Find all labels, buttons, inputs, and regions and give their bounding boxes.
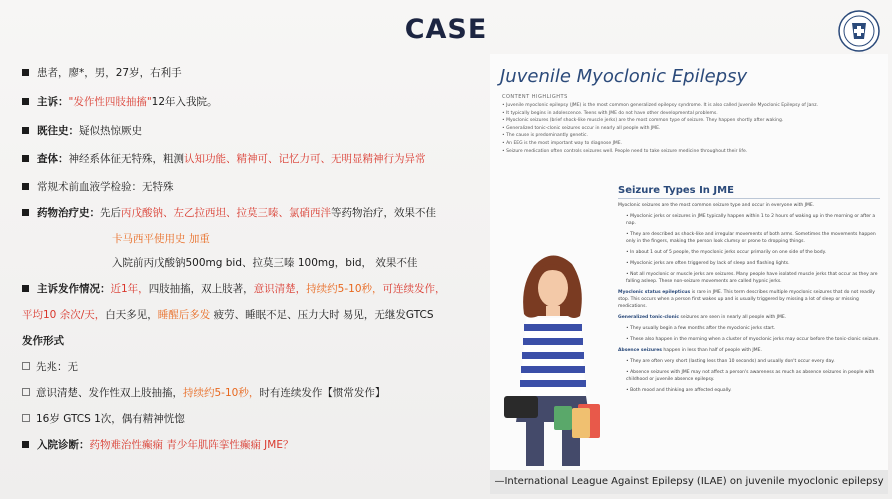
bullet-icon <box>22 183 29 190</box>
hospital-logo-icon <box>838 10 880 52</box>
seizure-form-heading: 发作形式 <box>22 335 64 347</box>
jme-title: Juvenile Myoclonic Epilepsy <box>500 66 748 87</box>
highlight-item: • Myoclonic seizures (brief shock-like muscle jerks) are the most common type of seizure. They happen shortly after waking. <box>502 117 886 125</box>
highlights-list <box>502 102 886 155</box>
highlights-heading: CONTENT HIGHLIGHTS <box>502 94 568 100</box>
drug-history-line: 药物治疗史：先后丙戊酸钠、左乙拉西坦、拉莫三嗪、氯硝西泮等药物治疗，效果不佳 <box>22 206 436 220</box>
slide-title: CASE <box>404 14 488 45</box>
history-line: 既往史：疑似热惊厥史 <box>22 124 142 138</box>
seizure-frequency-line: 平均10 余次/天，白天多见，睡醒后多发 疲劳、睡眠不足、压力大时 易见，无继发GTCS <box>22 309 434 321</box>
seizure-types-body <box>618 202 880 398</box>
seizure-point: • Myoclonic jerks or seizures in JME typically happen within 1 to 2 hours of waking up in the morning or after a nap. <box>618 213 880 227</box>
section-divider <box>618 198 880 199</box>
chief-complaint-line: 主诉："发作性四肢抽搐"12年入我院。 <box>22 95 218 109</box>
bullet-icon <box>22 155 29 162</box>
aura-line: 先兆：无 <box>22 360 78 374</box>
small-bullet-icon <box>22 362 30 370</box>
gtc-paragraph: Generalized tonic-clonic seizures are seen in nearly all people with JME. <box>618 315 787 320</box>
bullet-icon <box>22 98 29 105</box>
gtc-point: • They usually begin a few months after the myoclonic jerks start. <box>618 325 880 332</box>
highlight-item: • It typically begins in adolescence. Teens with JME do not have other developmental problems. <box>502 110 886 118</box>
exam-line: 查体：神经系体征无特殊，粗测认知功能、精神可、记忆力可、无明显精神行为异常 <box>22 152 426 166</box>
bullet-icon <box>22 69 29 76</box>
girl-illustration <box>494 246 612 476</box>
highlight-item: • Juvenile myoclonic epilepsy (JME) is the most common generalized epilepsy syndrome. It is also called Juvenile Myoclonic Epilepsy of Janz. <box>502 102 886 110</box>
gtcs-line: 16岁 GTCS 1次，偶有精神恍惚 <box>22 412 185 426</box>
seizure-point: • Myoclonic jerks are often triggered by lack of sleep and flashing lights. <box>618 260 880 267</box>
seizure-point: • Not all myoclonic or muscle jerks are seizures. Many people have isolated muscle jerks that occur as they are falling asleep. These non-seizure movements are called hypnic jerks. <box>618 271 880 285</box>
small-bullet-icon <box>22 414 30 422</box>
seizure-types-heading: Seizure Types In JME <box>618 185 734 196</box>
absence-point: • Absence seizures with JME may not affect a person's awareness as much as absence seizures in people with childhood or juvenile absence epilepsy. <box>618 369 880 383</box>
patient-line: 患者，廖*，男，27岁，右利手 <box>22 66 182 80</box>
bullet-icon <box>22 127 29 134</box>
seizure-point: • They are described as shock-like and irregular movements of both arms. Sometimes the movements happen only in the fingers, making the person look clumsy or prone to dropping things. <box>618 231 880 245</box>
highlight-item: • Seizure medication often controls seizures well. People need to take seizure medicine throughout their life. <box>502 148 886 156</box>
diagnosis-line: 入院诊断：药物难治性癫痫 青少年肌阵挛性癫痫 JME？ <box>22 438 293 452</box>
seizure-intro: Myoclonic seizures are the most common seizure type and occur in everyone with JME. <box>618 203 815 208</box>
highlight-item: • The cause is predominantly genetic. <box>502 132 886 140</box>
small-bullet-icon <box>22 388 30 396</box>
jme-reference-panel <box>490 54 888 494</box>
admission-drug-line: 入院前丙戊酸钠500mg bid、拉莫三嗪 100mg，bid， 效果不佳 <box>112 257 418 269</box>
seizure-point: • In about 1 out of 5 people, the myoclonic jerks occur primarily on one side of the body. <box>618 249 880 256</box>
bullet-icon <box>22 441 29 448</box>
highlight-item: • An EEG is the most important way to diagnose JME. <box>502 140 886 148</box>
gtc-point: • These also happen in the morning when a cluster of myoclonic jerks may occur before the tonic-clonic seizure. <box>618 336 880 343</box>
seizure-form-line: 意识清楚、发作性双上肢抽搐，持续约5-10秒，时有连续发作【惯常发作】 <box>22 386 385 400</box>
bullet-icon <box>22 209 29 216</box>
seizure-status-line: 主诉发作情况：近1年，四肢抽搐，双上肢著，意识清楚，持续约5-10秒，可连续发作， <box>22 282 446 296</box>
absence-paragraph: Absence seizures happen in less than half of people with JME. <box>618 348 762 353</box>
absence-point: • They are often very short (lasting less than 10 seconds) and usually don't occur every day. <box>618 358 880 365</box>
bullet-icon <box>22 285 29 292</box>
absence-point: • Both mood and thinking are affected equally. <box>618 387 880 394</box>
highlight-item: • Generalized tonic-clonic seizures occur in nearly all people with JME. <box>502 125 886 133</box>
carbamazepine-line: 卡马西平使用史 加重 <box>112 233 210 245</box>
routine-exam-line: 常规术前血液学检验：无特殊 <box>22 180 174 194</box>
status-epilepticus-paragraph: Myoclonic status epilepticus is rare in JME. This term describes multiple myoclonic seizures that do not readily stop. This occurs when a person first wakes up and is usually triggered by missing a lot of sleep or missing medications. <box>618 290 875 309</box>
citation-caption: —International League Against Epilepsy (ILAE) on juvenile myoclonic epilepsy <box>490 470 888 494</box>
